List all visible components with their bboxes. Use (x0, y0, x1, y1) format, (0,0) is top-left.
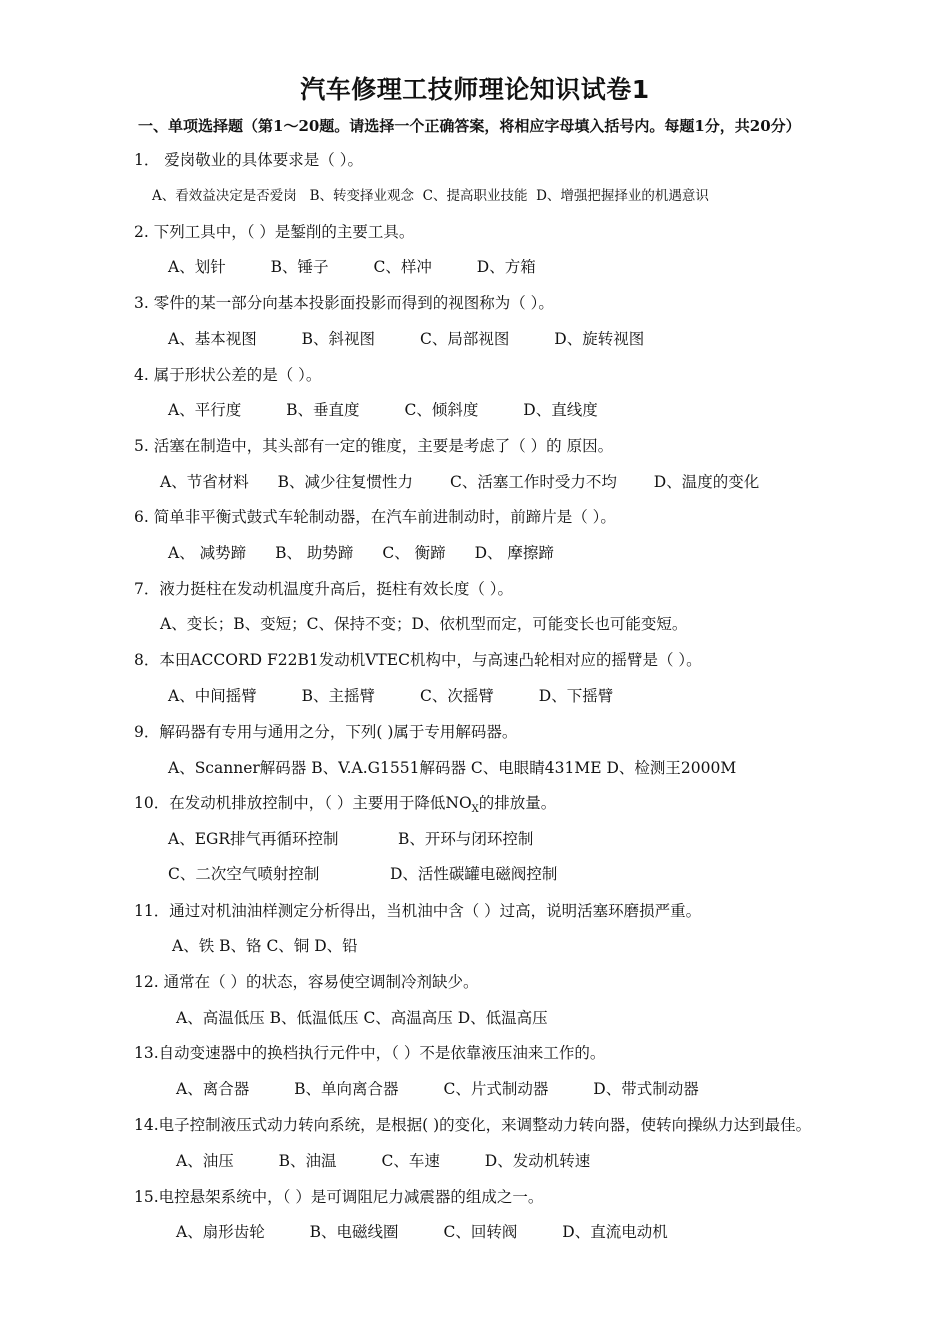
option-a: A、扇形齿轮 (176, 1223, 265, 1241)
option-d: D、方箱 (476, 258, 536, 276)
options-1 (152, 186, 709, 206)
exam-title: 汽车修理工技师理论知识试卷1 (300, 75, 650, 104)
options-7: A、变长；B、变短；C、保持不变；D、依机型而定，可能变长也可能变短。 (160, 615, 688, 633)
question-6: 6. 简单非平衡式鼓式车轮制动器，在汽车前进制动时，前蹄片是（ ）。 (134, 508, 616, 526)
option-d: D、直流电动机 (562, 1223, 668, 1241)
options-6 (168, 543, 594, 563)
option-b: B、锤子 (270, 258, 329, 276)
option-d: D、带式制动器 (593, 1080, 699, 1098)
options-5 (160, 472, 799, 492)
option-d: D、直线度 (523, 401, 598, 419)
question-2: 2. 下列工具中，（ ）是錾削的主要工具。 (134, 223, 415, 241)
question-10 (134, 793, 556, 820)
option-c: C、 衡蹄 (382, 544, 446, 562)
option-c: C、提高职业技能 (422, 188, 528, 204)
option-a: A、基本视图 (168, 330, 257, 348)
option-a: A、 减势蹄 (168, 544, 247, 562)
option-a: A、节省材料 (160, 473, 249, 491)
options-14 (176, 1151, 630, 1171)
option-a: A、中间摇臂 (168, 687, 257, 705)
question-11: 11．通过对机油油样测定分析得出，当机油中含（ ）过高，说明活塞环磨损严重。 (134, 902, 702, 920)
option-a: A、EGR排气再循环控制 (168, 830, 339, 848)
options-15 (176, 1222, 708, 1242)
option-b: B、电磁线圈 (309, 1223, 399, 1241)
options-12: A、高温低压 B、低温低压 C、高温高压 D、低温高压 (176, 1009, 548, 1027)
options-4 (168, 400, 638, 420)
option-d: D、旋转视图 (554, 330, 645, 348)
question-9: 9．解码器有专用与通用之分，下列( )属于专用解码器。 (134, 723, 518, 741)
option-a: A、平行度 (168, 401, 242, 419)
option-b: B、垂直度 (286, 401, 360, 419)
option-d: D、发动机转速 (484, 1152, 591, 1170)
option-c: C、回转阀 (443, 1223, 518, 1241)
question-15: 15.电控悬架系统中，（ ）是可调阻尼力减震器的组成之一。 (134, 1188, 544, 1206)
question-12: 12. 通常在（ ）的状态，容易使空调制冷剂缺少。 (134, 973, 479, 991)
option-d: D、温度的变化 (653, 473, 760, 491)
question-10-text: 10．在发动机排放控制中，（ ）主要用于降低NO (134, 794, 472, 812)
option-c: C、二次空气喷射控制 (168, 865, 320, 883)
option-c: C、样冲 (373, 258, 432, 276)
option-a: A、划针 (168, 258, 226, 276)
option-d: D、活性碳罐电磁阀控制 (390, 865, 558, 883)
options-2 (168, 257, 576, 277)
option-c: C、片式制动器 (443, 1080, 549, 1098)
option-b: B、 助势蹄 (275, 544, 354, 562)
question-8: 8．本田ACCORD F22B1发动机VTEC机构中，与高速凸轮相对应的摇臂是（ ）。 (134, 651, 702, 669)
option-c: C、局部视图 (419, 330, 510, 348)
options-10-row-1 (168, 829, 573, 849)
option-b: B、斜视图 (301, 330, 376, 348)
option-b: B、主摇臂 (301, 687, 376, 705)
option-b: B、开环与闭环控制 (398, 830, 534, 848)
question-13: 13.自动变速器中的换档执行元件中，（ ）不是依靠液压油来工作的。 (134, 1044, 606, 1062)
options-10-row-2 (168, 864, 597, 884)
options-13 (176, 1079, 739, 1099)
question-1: 1． 爱岗敬业的具体要求是（ ）。 (134, 151, 363, 169)
option-b: B、减少往复惯性力 (277, 473, 414, 491)
options-11: A、铁 B、铬 C、铜 D、铅 (172, 937, 358, 955)
option-a: A、看效益决定是否爱岗 (152, 188, 297, 204)
option-b: B、转变择业观念 (309, 188, 415, 204)
question-3: 3. 零件的某一部分向基本投影面投影而得到的视图称为（ ）。 (134, 294, 554, 312)
question-7: 7．液力挺柱在发动机温度升高后，挺柱有效长度（ ）。 (134, 580, 514, 598)
option-d: D、下摇臂 (538, 687, 614, 705)
option-a: A、油压 (176, 1152, 234, 1170)
subscript-x: X (471, 804, 479, 816)
options-8 (168, 686, 653, 706)
option-a: A、离合器 (176, 1080, 250, 1098)
question-4: 4. 属于形状公差的是（ ）。 (134, 366, 322, 384)
question-14: 14.电子控制液压式动力转向系统，是根据( )的变化，来调整动力转向器，使转向操纵力达到最佳。 (134, 1116, 812, 1134)
question-10-text-end: 的排放量。 (478, 794, 557, 812)
options-9: A、Scanner解码器 B、V.A.G1551解码器 C、电眼睛431ME D、检测王2000M (168, 759, 737, 777)
option-d: D、 摩擦蹄 (474, 544, 554, 562)
option-c: C、倾斜度 (404, 401, 479, 419)
question-5: 5. 活塞在制造中，其头部有一定的锥度，主要是考虑了（ ）的 原因。 (134, 437, 614, 455)
option-d: D、增强把握择业的机遇意识 (536, 188, 709, 204)
option-c: C、次摇臂 (419, 687, 494, 705)
option-c: C、车速 (381, 1152, 440, 1170)
option-c: C、活塞工作时受力不均 (449, 473, 617, 491)
section-heading: 一、单项选择题（第1～20题。请选择一个正确答案，将相应字母填入括号内。每题1分，共20分） (138, 117, 801, 135)
option-b: B、油温 (278, 1152, 337, 1170)
option-b: B、单向离合器 (294, 1080, 399, 1098)
options-3 (168, 329, 684, 349)
